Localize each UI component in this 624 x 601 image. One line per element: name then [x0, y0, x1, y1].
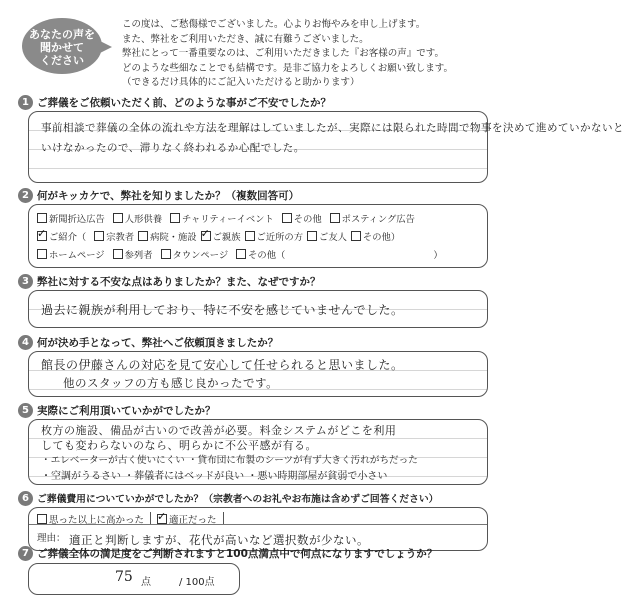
option-label: 宗教者	[106, 232, 135, 243]
intro-line: （できるだけ具体的にご記入いただけると助かります）	[122, 77, 360, 88]
score-box[interactable]	[28, 563, 240, 595]
question-4-answer-box[interactable]	[28, 351, 488, 397]
checkbox	[138, 231, 148, 241]
handwritten-answer: ・空調がうるさい ・葬儀者にはベッドが良い ・悪い時期部屋が貧弱で小さい	[41, 471, 388, 482]
question-number: 4	[18, 335, 33, 350]
checkbox-option[interactable]	[282, 211, 322, 225]
bubble-line: あなたの声を	[29, 28, 95, 41]
divider	[29, 524, 487, 525]
option-label: ポスティング広告	[341, 214, 415, 225]
checkbox-option[interactable]	[201, 229, 241, 243]
checkbox	[307, 231, 317, 241]
checkbox-option[interactable]	[94, 229, 134, 243]
option-label: ご親族	[212, 232, 241, 243]
option-label: 思った以上に高かった	[49, 515, 145, 526]
checkbox-option[interactable]	[138, 229, 197, 243]
option-label: 参列者	[124, 250, 153, 261]
option-label: ご近所の方	[256, 232, 304, 243]
checkbox	[37, 249, 47, 259]
handwritten-answer: 過去に親族が利用しており、特に不安を感じていませんでした。	[41, 303, 404, 317]
handwritten-answer: ・エレベーターが古く使いにくい ・貸布団に布製のシーツが有ず大きく汚れがちだった	[41, 455, 418, 466]
question-1-answer-box[interactable]	[28, 111, 624, 183]
intro-line: また、弊社をご利用いただき、誠に有難うございました。	[122, 33, 369, 45]
checkbox-option[interactable]	[307, 229, 347, 243]
question-2-heading	[18, 186, 299, 204]
divider	[150, 512, 151, 524]
question-3-answer-box[interactable]	[28, 290, 488, 328]
intro-text	[122, 18, 492, 91]
score-max: / 100点	[179, 577, 215, 588]
bubble-tail	[98, 40, 112, 54]
checkbox-option[interactable]	[245, 229, 304, 243]
option-label: 人形供養	[124, 214, 162, 225]
option-label: タウンページ	[172, 250, 229, 261]
checkbox	[113, 249, 123, 259]
checkbox	[170, 213, 180, 223]
question-6-heading	[18, 489, 438, 507]
option-label: その他	[293, 214, 322, 225]
question-2-options-box	[28, 204, 488, 268]
intro-line: どのような些細なことでも結構です。是非ご協力をよろしくお願い致します。	[122, 62, 453, 74]
option-label: ご友人	[319, 232, 347, 243]
question-title: 弊社に対する不安な点はありましたか？また、なぜですか？	[37, 275, 321, 288]
option-row	[37, 229, 479, 243]
question-title: ご葬儀費用についていかがでしたか？（宗教者へのお礼やお布施は含めずご回答ください）	[37, 494, 439, 505]
handwritten-answer: しても変わらないのなら、明らかに不公平感が有る。	[41, 439, 317, 452]
question-7-heading	[18, 544, 437, 562]
checkbox	[236, 249, 246, 259]
question-5-heading	[18, 401, 216, 419]
checkbox	[37, 213, 47, 223]
checkbox	[37, 514, 47, 524]
option-label: その他（	[248, 250, 286, 261]
reason-label: 理由：	[37, 533, 66, 544]
bubble-line: ください	[40, 54, 84, 67]
question-title: 実際にご利用頂いていかがでしたか？	[37, 404, 216, 417]
checkbox-option[interactable]	[236, 247, 285, 261]
question-title: 何がキッカケで、弊社を知りましたか？（複数回答可）	[37, 189, 300, 202]
handwritten-answer: 枚方の施設、備品が古いので改善が必要。料金システムがどこを利用	[41, 424, 397, 437]
score-unit: 点	[141, 577, 151, 588]
question-4-heading	[18, 333, 278, 351]
question-5-answer-box[interactable]	[28, 419, 488, 485]
option-label: 病院・施設	[150, 232, 197, 243]
checkbox	[161, 249, 171, 259]
checkbox-option[interactable]	[330, 211, 415, 225]
intro-line: 弊社にとって一番重要なのは、ご利用いただきました『お客様の声』です。	[122, 48, 445, 59]
question-number: 1	[18, 95, 33, 110]
option-row	[37, 211, 479, 225]
checkbox	[113, 213, 123, 223]
question-3-heading	[18, 272, 321, 290]
handwritten-answer: いけなかったので、滞りなく終われるか心配でした。	[41, 142, 305, 154]
question-number: 7	[18, 546, 33, 561]
option-label: チャリティーイベント	[182, 214, 274, 225]
question-number: 5	[18, 403, 33, 418]
checkbox-option[interactable]	[161, 247, 229, 261]
option-label: 適正だった	[169, 515, 217, 526]
checkbox	[282, 213, 292, 223]
question-1-heading	[18, 93, 331, 111]
option-row	[37, 247, 479, 261]
checkbox	[351, 231, 361, 241]
divider	[223, 512, 224, 524]
option-label: その他）	[362, 232, 401, 243]
bracket-close: ）	[433, 250, 443, 261]
question-title: 何が決め手となって、弊社へご依頼頂きましたか？	[37, 336, 279, 349]
checkbox	[94, 231, 104, 241]
handwritten-score: 75	[115, 569, 133, 585]
question-title: ご葬儀全体の満足度をご判断されますと100点満点中で何点になりますでしょうか？	[37, 547, 438, 560]
checkbox-option[interactable]	[351, 229, 400, 243]
checkbox-checked	[157, 514, 167, 524]
question-number: 3	[18, 274, 33, 289]
intro-line: この度は、ご愁傷様でございました。心よりお悔やみを申し上げます。	[122, 19, 426, 30]
checkbox-checked	[201, 231, 211, 241]
question-title: ご葬儀をご依頼いただく前、どのような事がご不安でしたか？	[37, 96, 331, 109]
option-label: 新聞折込広告	[49, 214, 105, 225]
checkbox-option[interactable]	[170, 211, 274, 225]
bubble-line: 聞かせて	[40, 41, 84, 54]
checkbox-option[interactable]	[37, 229, 86, 243]
handwritten-answer: 他のスタッフの方も感じ良かったです。	[63, 376, 279, 390]
handwritten-answer: 事前相談で葬儀の全体の流れや方法を理解はしていましたが、実際には限られた時間で物事を決めて進めていかないと	[41, 122, 624, 134]
checkbox	[330, 213, 340, 223]
checkbox-option[interactable]	[37, 211, 105, 225]
voice-bubble	[22, 18, 102, 74]
checkbox-checked	[37, 231, 47, 241]
checkbox-option[interactable]	[37, 247, 105, 261]
checkbox	[245, 231, 255, 241]
question-number: 6	[18, 491, 33, 506]
handwritten-answer[interactable]: 適正と判断しますが、花代が高いなど選択数が少ない。	[69, 533, 369, 547]
handwritten-answer: 館長の伊藤さんの対応を見て安心して任せられると思いました。	[41, 358, 404, 372]
option-label: ご紹介（	[49, 232, 87, 243]
question-number: 2	[18, 188, 33, 203]
checkbox-option[interactable]	[113, 247, 153, 261]
checkbox-option[interactable]	[113, 211, 162, 225]
option-label: ホームページ	[49, 250, 105, 261]
